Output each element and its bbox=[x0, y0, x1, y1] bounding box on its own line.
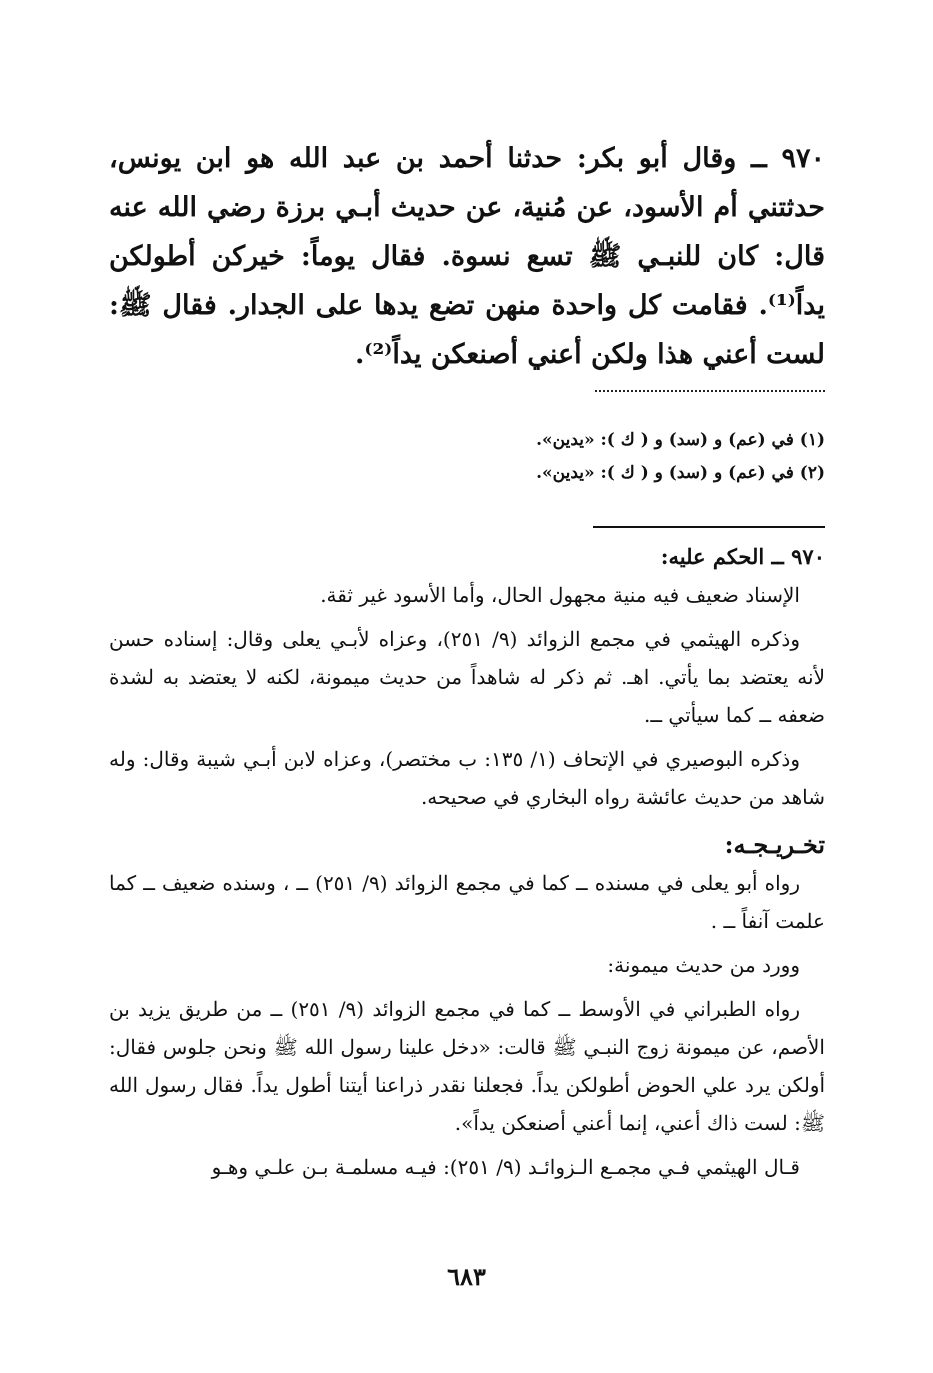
ruling-paragraph-1: الإسناد ضعيف فيه منية مجهول الحال، وأما الأسود غير ثقة. bbox=[320, 583, 800, 607]
section-divider bbox=[593, 526, 825, 528]
takhrij-paragraph-1: رواه أبو يعلى في مسنده ــ كما في مجمع الزوائد (٩/ ٢٥١) ــ ، وسنده ضعيف ــ كما علمت آنفاً ــ . bbox=[109, 871, 825, 933]
ruling-paragraph-2: وذكره الهيثمي في مجمع الزوائد (٩/ ٢٥١)، وعزاه لأبـي يعلى وقال: إسناده حسن لأنه يعتضد بما يأتي. اهـ. ثم ذكر له شاهداً من حديث ميمونة، لكنه لا يعتضد به لشدة ضعفه ــ كما سيأتي ــ. bbox=[109, 627, 825, 727]
takhrij-paragraph-2: وورد من حديث ميمونة: bbox=[607, 953, 800, 977]
page-number: ٦٨٣ bbox=[447, 1262, 486, 1291]
hadith-text: ٩٧٠ ــ وقال أبو بكر: حدثنا أحمد بن عبد الله هو ابن يونس، حدثتني أم الأسود، عن مُنية، عن حديث أبـي برزة رضي الله عنه قال: كان للنبـي ﷺ تسع نسوة. فقال يوماً: خيركن أطولكن يداً⁽¹⁾. فقامت كل واحدة منهن تضع يدها على الجدار. فقال ﷺ: لست أعني هذا ولكن أعني أصنعكن يداً⁽²⁾. bbox=[109, 143, 825, 370]
commentary-section bbox=[109, 538, 825, 1186]
ruling-heading: ٩٧٠ ــ الحكم عليه: bbox=[660, 544, 825, 569]
footnote-separator bbox=[595, 390, 825, 392]
takhrij-paragraph-3: رواه الطبراني في الأوسط ــ كما في مجمع الزوائد (٩/ ٢٥١) ــ من طريق يزيد بن الأصم، عن ميمونة زوج النبـي ﷺ قالت: «دخل علينا رسول الله ﷺ ونحن جلوس فقال: أولكن يرد علي الحوض أطولكن يداً. فجعلنا نقدر ذراعنا أيتنا أطول يداً. فقال رسول الله ﷺ: لست ذاك أعني، إنما أعني أصنعكن يداً». bbox=[109, 997, 825, 1135]
footnote-1: (١) في (عم) و (سد) و ( ك ): «يدين». bbox=[536, 430, 825, 450]
takhrij-heading: تخـريـجـه: bbox=[724, 830, 825, 859]
footnote-2: (٢) في (عم) و (سد) و ( ك ): «يدين». bbox=[536, 463, 825, 483]
takhrij-paragraph-4: قـال الهيثمي فـي مجمـع الـزوائـد (٩/ ٢٥١): فيـه مسلمـة بـن علـي وهـو bbox=[211, 1155, 800, 1179]
ruling-paragraph-3: وذكره البوصيري في الإتحاف (١/ ١٣٥: ب مختصر)، وعزاه لابن أبـي شيبة وقال: وله شاهد من حديث عائشة رواه البخاري في صحيحه. bbox=[109, 747, 825, 809]
footnotes bbox=[109, 424, 825, 490]
